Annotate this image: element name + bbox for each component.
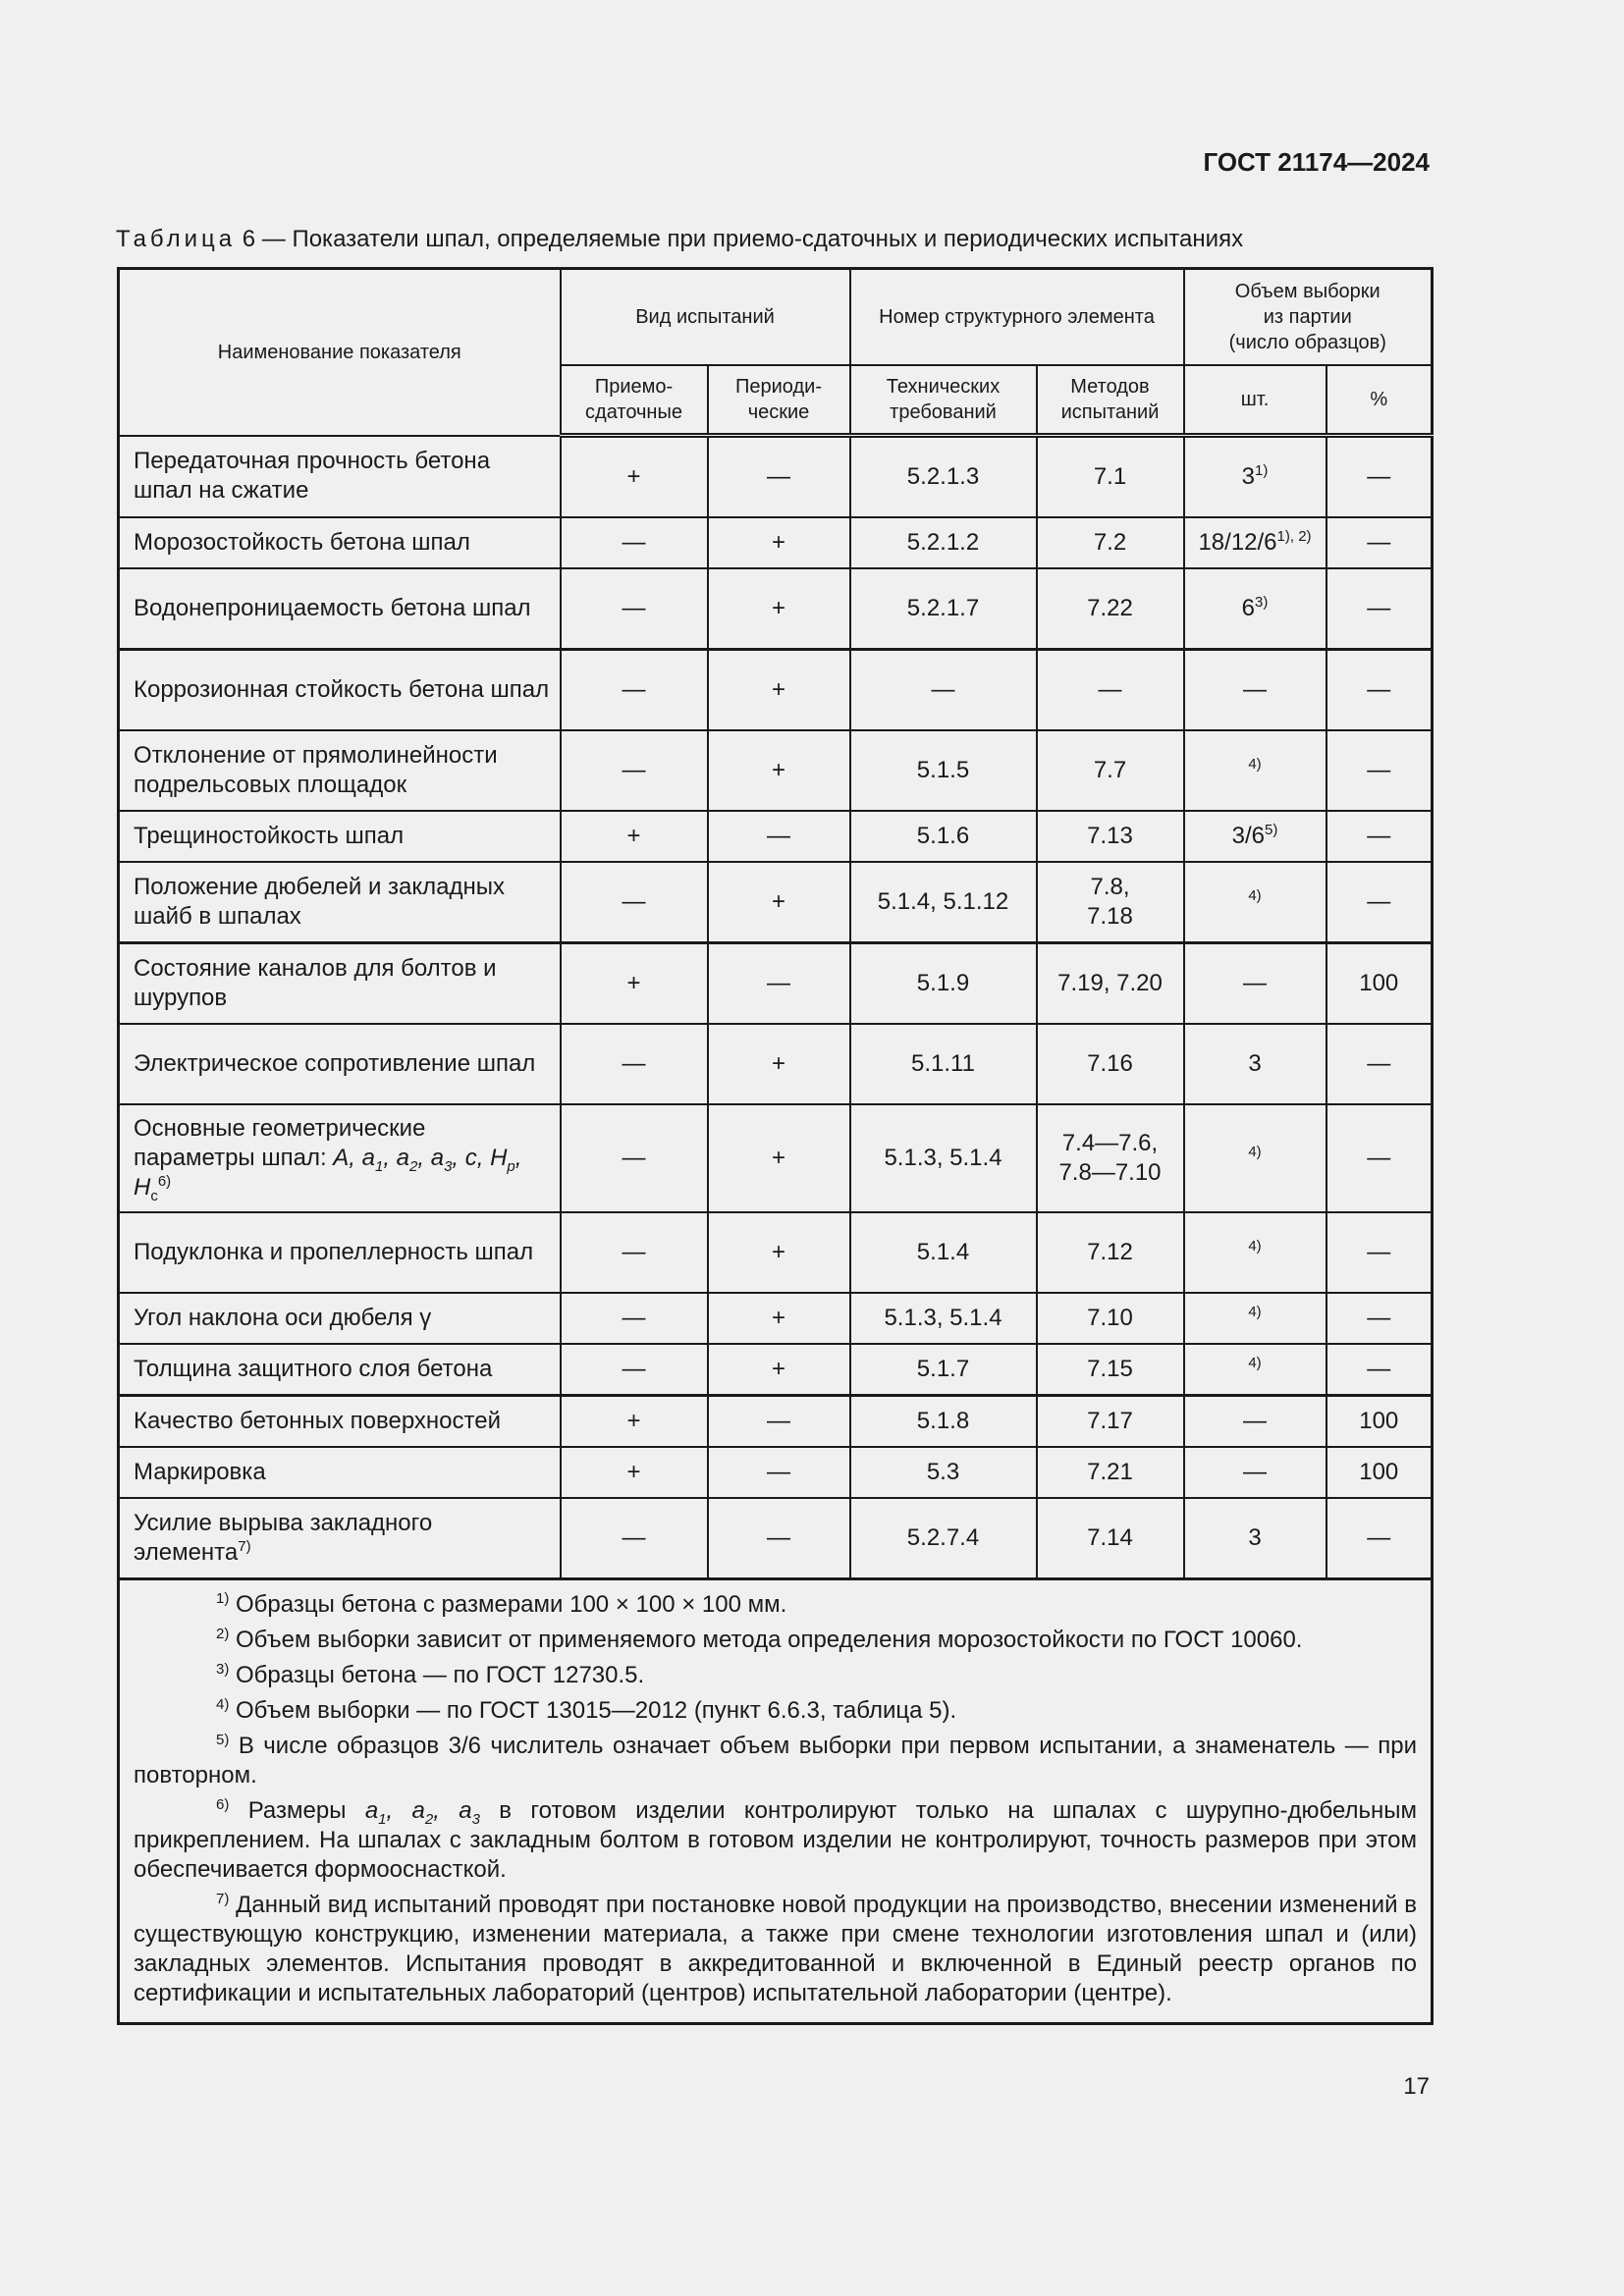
cell-periodic: + bbox=[708, 1104, 850, 1212]
cell-periodic: — bbox=[708, 811, 850, 862]
cell-test-method: 7.16 bbox=[1037, 1024, 1184, 1104]
cell-acceptance: — bbox=[561, 568, 708, 650]
cell-pcs-value: — bbox=[1243, 676, 1267, 703]
row-name: Морозостойкость бетона шпал bbox=[119, 517, 561, 568]
cell-pcs bbox=[1184, 1212, 1326, 1293]
cell-pcs-value: — bbox=[1243, 970, 1267, 996]
table-row bbox=[119, 730, 1433, 811]
cell-pcs-value: 3 bbox=[1241, 463, 1255, 490]
table-row bbox=[119, 1024, 1433, 1104]
cell-pcs-value: 3/6 bbox=[1231, 823, 1266, 849]
footnote-mark: 1) bbox=[216, 1590, 230, 1607]
table-row bbox=[119, 862, 1433, 943]
header-element-number: Номер структурного элемента bbox=[850, 269, 1184, 365]
row-name: Трещиностойкость шпал bbox=[119, 811, 561, 862]
header-tech-req: Технических требований bbox=[850, 365, 1037, 436]
cell-tech-req: 5.1.7 bbox=[850, 1344, 1037, 1396]
indicators-table-wrap bbox=[117, 267, 1431, 2025]
footnote-text-before: Размеры bbox=[229, 1797, 365, 1824]
cell-test-method: 7.1 bbox=[1037, 436, 1184, 518]
cell-pcs-value: 3 bbox=[1248, 1524, 1262, 1551]
cell-pcs bbox=[1184, 1344, 1326, 1396]
row-name: Положение дюбелей и закладных шайб в шпалах bbox=[119, 862, 561, 943]
row-name: Толщина защитного слоя бетона bbox=[119, 1344, 561, 1396]
table-row bbox=[119, 568, 1433, 650]
cell-pcs bbox=[1184, 436, 1326, 518]
cell-test-method: 7.2 bbox=[1037, 517, 1184, 568]
row-name bbox=[119, 1498, 561, 1579]
cell-percent: 100 bbox=[1326, 1447, 1433, 1498]
table-row bbox=[119, 1293, 1433, 1344]
table-row bbox=[119, 1447, 1433, 1498]
cell-test-method: 7.14 bbox=[1037, 1498, 1184, 1579]
cell-tech-req: 5.3 bbox=[850, 1447, 1037, 1498]
table-row bbox=[119, 650, 1433, 731]
cell-periodic: + bbox=[708, 517, 850, 568]
footnote-ref: 4) bbox=[1248, 887, 1262, 904]
footnote-text: Образцы бетона — по ГОСТ 12730.5. bbox=[229, 1662, 645, 1688]
row-name-prefix: Основные геометрические параметры шпал: bbox=[134, 1115, 426, 1171]
cell-pcs bbox=[1184, 1293, 1326, 1344]
row-name: Электрическое сопротивление шпал bbox=[119, 1024, 561, 1104]
footnote-formula: $a_1$, $a_2$, $a_3$ bbox=[364, 1797, 480, 1828]
header-acceptance: Приемо- сдаточные bbox=[561, 365, 708, 436]
footnote-text: Образцы бетона с размерами 100 × 100 × 100 мм. bbox=[229, 1591, 787, 1618]
document-code: ГОСТ 21174—2024 bbox=[1203, 147, 1430, 177]
cell-pcs bbox=[1184, 811, 1326, 862]
cell-acceptance: — bbox=[561, 1293, 708, 1344]
cell-acceptance: + bbox=[561, 943, 708, 1025]
cell-pcs-value: 6 bbox=[1241, 595, 1255, 621]
cell-pcs-value: 3 bbox=[1248, 1050, 1262, 1077]
cell-percent: — bbox=[1326, 1498, 1433, 1579]
cell-periodic: — bbox=[708, 1396, 850, 1448]
cell-percent: — bbox=[1326, 730, 1433, 811]
cell-test-method: 7.17 bbox=[1037, 1396, 1184, 1448]
cell-acceptance: + bbox=[561, 1396, 708, 1448]
table-row bbox=[119, 1212, 1433, 1293]
cell-pcs bbox=[1184, 650, 1326, 731]
row-name-text: Усилие вырыва закладного элемента bbox=[134, 1510, 433, 1566]
cell-percent: 100 bbox=[1326, 1396, 1433, 1448]
cell-pcs bbox=[1184, 943, 1326, 1025]
cell-acceptance: — bbox=[561, 1024, 708, 1104]
footnote-text: Объем выборки — по ГОСТ 13015—2012 (пункт 6.6.3, таблица 5). bbox=[229, 1697, 957, 1724]
cell-periodic: + bbox=[708, 650, 850, 731]
table-row bbox=[119, 517, 1433, 568]
cell-acceptance: — bbox=[561, 1104, 708, 1212]
footnote-mark: 7) bbox=[216, 1891, 230, 1907]
table-row bbox=[119, 1396, 1433, 1448]
cell-test-method: 7.7 bbox=[1037, 730, 1184, 811]
footnote-text-after: в готовом изделии контролируют только на шпалах с шурупно-дюбельным прикреплением. На шпалах с закладным болтом в готовом изделии не контролируют, точность размеров при этом обеспечивается формооснасткой. bbox=[134, 1797, 1418, 1883]
cell-acceptance: — bbox=[561, 862, 708, 943]
footnote bbox=[134, 1590, 1417, 1620]
cell-test-method: 7.19, 7.20 bbox=[1037, 943, 1184, 1025]
cell-tech-req: 5.2.1.2 bbox=[850, 517, 1037, 568]
table-row bbox=[119, 811, 1433, 862]
cell-percent: — bbox=[1326, 1212, 1433, 1293]
footnote-text: В числе образцов 3/6 числитель означает объем выборки при первом испытании, а знаменатель — при повторном. bbox=[134, 1733, 1418, 1789]
footnote bbox=[134, 1732, 1417, 1790]
cell-percent: — bbox=[1326, 1024, 1433, 1104]
cell-periodic: — bbox=[708, 1498, 850, 1579]
row-name: Водонепроницаемость бетона шпал bbox=[119, 568, 561, 650]
cell-pcs bbox=[1184, 730, 1326, 811]
header-test-type: Вид испытаний bbox=[561, 269, 850, 365]
cell-percent: — bbox=[1326, 811, 1433, 862]
cell-test-method: 7.22 bbox=[1037, 568, 1184, 650]
footnote-ref: 5) bbox=[1265, 822, 1278, 838]
footnote-ref: 4) bbox=[1248, 756, 1262, 773]
footnote bbox=[134, 1796, 1417, 1885]
cell-acceptance: — bbox=[561, 517, 708, 568]
footnote-mark: 2) bbox=[216, 1626, 230, 1642]
geometry-formula: A, $a_1$, $a_2$, $a_3$, c, $H_p$, $H_c$ bbox=[134, 1145, 522, 1204]
cell-acceptance: + bbox=[561, 811, 708, 862]
cell-periodic: + bbox=[708, 730, 850, 811]
cell-periodic: + bbox=[708, 1293, 850, 1344]
header-test-methods: Методов испытаний bbox=[1037, 365, 1184, 436]
cell-tech-req: 5.1.8 bbox=[850, 1396, 1037, 1448]
footnote-ref: 4) bbox=[1248, 1144, 1262, 1160]
footnotes-row bbox=[119, 1579, 1433, 2024]
cell-percent: — bbox=[1326, 862, 1433, 943]
cell-tech-req: 5.1.3, 5.1.4 bbox=[850, 1104, 1037, 1212]
cell-tech-req: 5.1.11 bbox=[850, 1024, 1037, 1104]
cell-periodic: + bbox=[708, 1024, 850, 1104]
footnote-ref: 4) bbox=[1248, 1355, 1262, 1371]
cell-tech-req: 5.1.5 bbox=[850, 730, 1037, 811]
cell-periodic: — bbox=[708, 436, 850, 518]
cell-test-method: 7.8, 7.18 bbox=[1037, 862, 1184, 943]
cell-pcs bbox=[1184, 1024, 1326, 1104]
row-name: Качество бетонных поверхностей bbox=[119, 1396, 561, 1448]
cell-percent: — bbox=[1326, 436, 1433, 518]
cell-tech-req: 5.1.3, 5.1.4 bbox=[850, 1293, 1037, 1344]
cell-periodic: — bbox=[708, 943, 850, 1025]
row-name: Коррозионная стойкость бетона шпал bbox=[119, 650, 561, 731]
footnote bbox=[134, 1696, 1417, 1726]
footnote-text: Данный вид испытаний проводят при постановке новой продукции на производство, внесении изменений в существующую конструкцию, изменении материала, а также при смене технологии изготовления шпал и (или) закладных элементов. Испытания проводят в аккредитованной и включенной в Единый реестр органов по сертификации и испытательных лабораторий (центров) испытательной лаборатории (центре). bbox=[134, 1892, 1418, 2006]
header-pcs: шт. bbox=[1184, 365, 1326, 436]
row-name: Маркировка bbox=[119, 1447, 561, 1498]
cell-test-method: 7.10 bbox=[1037, 1293, 1184, 1344]
cell-pcs-value: — bbox=[1243, 1459, 1267, 1485]
cell-tech-req: 5.2.1.7 bbox=[850, 568, 1037, 650]
footnote-ref: 1) bbox=[1255, 462, 1269, 479]
cell-percent: — bbox=[1326, 1344, 1433, 1396]
footnote-mark: 4) bbox=[216, 1696, 230, 1713]
cell-percent: — bbox=[1326, 650, 1433, 731]
footnote-ref: 1), 2) bbox=[1276, 528, 1312, 545]
cell-pcs bbox=[1184, 1104, 1326, 1212]
cell-pcs bbox=[1184, 1447, 1326, 1498]
page-number: 17 bbox=[1403, 2073, 1430, 2100]
cell-percent: 100 bbox=[1326, 943, 1433, 1025]
footnote-ref: 7) bbox=[238, 1538, 251, 1555]
footnote-mark: 3) bbox=[216, 1661, 230, 1678]
cell-acceptance: — bbox=[561, 730, 708, 811]
cell-periodic: + bbox=[708, 568, 850, 650]
cell-tech-req: 5.1.6 bbox=[850, 811, 1037, 862]
cell-periodic: + bbox=[708, 862, 850, 943]
cell-percent: — bbox=[1326, 1104, 1433, 1212]
table-caption-text: 6 — Показатели шпал, определяемые при приемо-сдаточных и периодических испытаниях bbox=[236, 226, 1244, 252]
table-row bbox=[119, 436, 1433, 518]
footnote-text: Объем выборки зависит от применяемого метода определения морозостойкости по ГОСТ 10060. bbox=[229, 1627, 1303, 1653]
cell-periodic: — bbox=[708, 1447, 850, 1498]
table-row bbox=[119, 1344, 1433, 1396]
cell-test-method: 7.4—7.6, 7.8—7.10 bbox=[1037, 1104, 1184, 1212]
cell-periodic: + bbox=[708, 1212, 850, 1293]
cell-pcs bbox=[1184, 1396, 1326, 1448]
footnote-ref: 4) bbox=[1248, 1304, 1262, 1320]
cell-acceptance: + bbox=[561, 436, 708, 518]
header-name: Наименование показателя bbox=[119, 269, 561, 436]
cell-percent: — bbox=[1326, 517, 1433, 568]
cell-acceptance: — bbox=[561, 1344, 708, 1396]
cell-percent: — bbox=[1326, 1293, 1433, 1344]
cell-test-method: — bbox=[1037, 650, 1184, 731]
footnote bbox=[134, 1661, 1417, 1690]
header-sample-size: Объем выборки из партии (число образцов) bbox=[1184, 269, 1433, 365]
cell-tech-req: 5.2.7.4 bbox=[850, 1498, 1037, 1579]
cell-test-method: 7.21 bbox=[1037, 1447, 1184, 1498]
footnotes bbox=[119, 1579, 1433, 2024]
cell-tech-req: 5.1.4 bbox=[850, 1212, 1037, 1293]
table-row bbox=[119, 1498, 1433, 1579]
indicators-table bbox=[117, 267, 1434, 2025]
cell-acceptance: + bbox=[561, 1447, 708, 1498]
cell-tech-req: 5.1.4, 5.1.12 bbox=[850, 862, 1037, 943]
footnote-mark: 6) bbox=[216, 1796, 230, 1813]
row-name: Основные геометрические параметры шпал: A, $a_1$, $a_2$, $a_3$, c, $H_p$, $H_c^{6)}$ bbox=[119, 1104, 561, 1212]
cell-pcs bbox=[1184, 517, 1326, 568]
cell-tech-req: 5.2.1.3 bbox=[850, 436, 1037, 518]
table-row bbox=[119, 943, 1433, 1025]
footnote-ref: 3) bbox=[1255, 594, 1269, 611]
cell-acceptance: — bbox=[561, 1212, 708, 1293]
cell-acceptance: — bbox=[561, 1498, 708, 1579]
table-caption-label: Таблица bbox=[116, 226, 237, 252]
cell-pcs bbox=[1184, 862, 1326, 943]
footnote-ref: 4) bbox=[1248, 1238, 1262, 1255]
header-periodic: Периоди- ческие bbox=[708, 365, 850, 436]
cell-test-method: 7.12 bbox=[1037, 1212, 1184, 1293]
row-name: Отклонение от прямолинейности подрельсовых площадок bbox=[119, 730, 561, 811]
cell-pcs-value: — bbox=[1243, 1408, 1267, 1434]
footnote bbox=[134, 1891, 1417, 2008]
cell-acceptance: — bbox=[561, 650, 708, 731]
row-name: Угол наклона оси дюбеля γ bbox=[119, 1293, 561, 1344]
row-name: Передаточная прочность бетона шпал на сжатие bbox=[119, 436, 561, 518]
cell-pcs-value: 18/12/6 bbox=[1198, 529, 1277, 556]
cell-percent: — bbox=[1326, 568, 1433, 650]
cell-test-method: 7.15 bbox=[1037, 1344, 1184, 1396]
table-row bbox=[119, 1104, 1433, 1212]
header-percent: % bbox=[1326, 365, 1433, 436]
cell-periodic: + bbox=[708, 1344, 850, 1396]
footnote bbox=[134, 1626, 1417, 1655]
footnote-mark: 5) bbox=[216, 1732, 230, 1748]
row-name: Состояние каналов для болтов и шурупов bbox=[119, 943, 561, 1025]
cell-tech-req: — bbox=[850, 650, 1037, 731]
cell-tech-req: 5.1.9 bbox=[850, 943, 1037, 1025]
table-caption bbox=[116, 226, 1243, 253]
cell-pcs bbox=[1184, 568, 1326, 650]
row-name: Подуклонка и пропеллерность шпал bbox=[119, 1212, 561, 1293]
cell-test-method: 7.13 bbox=[1037, 811, 1184, 862]
cell-pcs bbox=[1184, 1498, 1326, 1579]
